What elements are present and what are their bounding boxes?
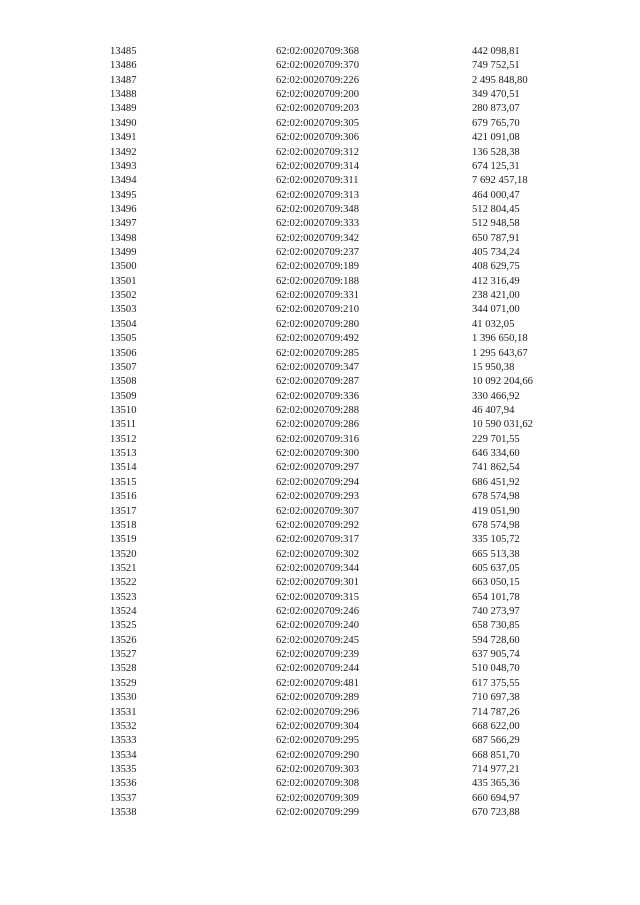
cadastral-number: 62:02:0020709:290: [276, 749, 359, 761]
table-row: [0, 303, 640, 317]
table-row: [0, 318, 640, 332]
row-number: 13508: [110, 376, 137, 388]
row-number: 13497: [110, 218, 137, 230]
table-row: [0, 174, 640, 188]
cadastral-number: 62:02:0020709:315: [276, 591, 359, 603]
cadastral-value: 670 723,88: [472, 807, 520, 819]
cadastral-value: 280 873,07: [472, 103, 520, 115]
cadastral-value: 15 950,38: [472, 361, 515, 373]
cadastral-number: 62:02:0020709:200: [276, 89, 359, 101]
row-number: 13498: [110, 232, 137, 244]
row-number: 13488: [110, 89, 137, 101]
table-row: [0, 203, 640, 217]
row-number: 13525: [110, 620, 137, 632]
cadastral-value: 678 574,98: [472, 519, 520, 531]
row-number: 13509: [110, 390, 137, 402]
cadastral-value: 1 396 650,18: [472, 333, 528, 345]
table-row: [0, 505, 640, 519]
cadastral-value: 408 629,75: [472, 261, 520, 273]
table-row: [0, 476, 640, 490]
cadastral-number: 62:02:0020709:306: [276, 132, 359, 144]
row-number: 13487: [110, 74, 137, 86]
cadastral-value: 238 421,00: [472, 290, 520, 302]
table-row: [0, 260, 640, 274]
row-number: 13500: [110, 261, 137, 273]
row-number: 13515: [110, 476, 137, 488]
table-row: [0, 548, 640, 562]
cadastral-value: 412 316,49: [472, 275, 520, 287]
row-number: 13518: [110, 519, 137, 531]
row-number: 13524: [110, 606, 137, 618]
table-row: [0, 605, 640, 619]
cadastral-number: 62:02:0020709:370: [276, 60, 359, 72]
table-row: [0, 160, 640, 174]
cadastral-value: 2 495 848,80: [472, 74, 528, 86]
table-row: [0, 289, 640, 303]
cadastral-value: 10 092 204,66: [472, 376, 533, 388]
cadastral-value: 512 804,45: [472, 203, 520, 215]
row-number: 13495: [110, 189, 137, 201]
cadastral-number: 62:02:0020709:189: [276, 261, 359, 273]
row-number: 13505: [110, 333, 137, 345]
row-number: 13512: [110, 433, 137, 445]
table-row: [0, 720, 640, 734]
row-number: 13528: [110, 663, 137, 675]
table-row: [0, 404, 640, 418]
cadastral-number: 62:02:0020709:245: [276, 634, 359, 646]
row-number: 13514: [110, 462, 137, 474]
cadastral-value: 679 765,70: [472, 117, 520, 129]
table-row: [0, 662, 640, 676]
cadastral-value: 442 098,81: [472, 46, 520, 57]
cadastral-value: 46 407,94: [472, 404, 515, 416]
table-row: [0, 749, 640, 763]
cadastral-number: 62:02:0020709:342: [276, 232, 359, 244]
row-number: 13499: [110, 247, 137, 259]
cadastral-value: 678 574,98: [472, 491, 520, 503]
cadastral-number: 62:02:0020709:246: [276, 606, 359, 618]
row-number: 13516: [110, 491, 137, 503]
row-number: 13531: [110, 706, 137, 718]
cadastral-number: 62:02:0020709:295: [276, 735, 359, 747]
row-number: 13501: [110, 275, 137, 287]
cadastral-number: 62:02:0020709:292: [276, 519, 359, 531]
cadastral-number: 62:02:0020709:237: [276, 247, 359, 259]
cadastral-number: 62:02:0020709:347: [276, 361, 359, 373]
table-row: [0, 591, 640, 605]
cadastral-value: 464 000,47: [472, 189, 520, 201]
table-row: [0, 763, 640, 777]
row-number: 13532: [110, 720, 137, 732]
cadastral-value: 605 637,05: [472, 562, 520, 574]
cadastral-number: 62:02:0020709:299: [276, 807, 359, 819]
table-row: [0, 490, 640, 504]
row-number: 13490: [110, 117, 137, 129]
cadastral-number: 62:02:0020709:303: [276, 763, 359, 775]
cadastral-number: 62:02:0020709:333: [276, 218, 359, 230]
table-row: [0, 332, 640, 346]
table-row: [0, 146, 640, 160]
cadastral-value: 668 851,70: [472, 749, 520, 761]
row-number: 13507: [110, 361, 137, 373]
table-row: [0, 677, 640, 691]
cadastral-value: 7 692 457,18: [472, 175, 528, 187]
cadastral-number: 62:02:0020709:288: [276, 404, 359, 416]
table-row: [0, 519, 640, 533]
cadastral-value: 654 101,78: [472, 591, 520, 603]
cadastral-value: 344 071,00: [472, 304, 520, 316]
table-row: [0, 792, 640, 806]
row-number: 13502: [110, 290, 137, 302]
cadastral-number: 62:02:0020709:304: [276, 720, 359, 732]
row-number: 13519: [110, 534, 137, 546]
cadastral-number: 62:02:0020709:188: [276, 275, 359, 287]
table-row: [0, 189, 640, 203]
cadastral-number: 62:02:0020709:289: [276, 692, 359, 704]
cadastral-number: 62:02:0020709:297: [276, 462, 359, 474]
cadastral-number: 62:02:0020709:368: [276, 46, 359, 57]
row-number: 13496: [110, 203, 137, 215]
table-row: [0, 217, 640, 231]
cadastral-number: 62:02:0020709:331: [276, 290, 359, 302]
cadastral-number: 62:02:0020709:286: [276, 419, 359, 431]
cadastral-value: 668 622,00: [472, 720, 520, 732]
table-row: [0, 634, 640, 648]
row-number: 13493: [110, 160, 137, 172]
row-number: 13517: [110, 505, 137, 517]
table-row: [0, 275, 640, 289]
cadastral-number: 62:02:0020709:240: [276, 620, 359, 632]
cadastral-value: 1 295 643,67: [472, 347, 528, 359]
row-number: 13536: [110, 778, 137, 790]
cadastral-number: 62:02:0020709:280: [276, 318, 359, 330]
cadastral-value: 435 365,36: [472, 778, 520, 790]
row-number: 13530: [110, 692, 137, 704]
table-row: [0, 131, 640, 145]
row-number: 13533: [110, 735, 137, 747]
table-row: [0, 576, 640, 590]
cadastral-number: 62:02:0020709:296: [276, 706, 359, 718]
cadastral-value: 229 701,55: [472, 433, 520, 445]
row-number: 13506: [110, 347, 137, 359]
table-row: [0, 232, 640, 246]
cadastral-number: 62:02:0020709:285: [276, 347, 359, 359]
cadastral-value-table: [0, 45, 640, 820]
row-number: 13494: [110, 175, 137, 187]
cadastral-value: 710 697,38: [472, 692, 520, 704]
row-number: 13538: [110, 807, 137, 819]
table-row: [0, 806, 640, 820]
table-row: [0, 88, 640, 102]
cadastral-value: 419 051,90: [472, 505, 520, 517]
row-number: 13526: [110, 634, 137, 646]
cadastral-number: 62:02:0020709:307: [276, 505, 359, 517]
table-row: [0, 102, 640, 116]
cadastral-value: 714 977,21: [472, 763, 520, 775]
cadastral-value: 512 948,58: [472, 218, 520, 230]
row-number: 13485: [110, 46, 137, 57]
cadastral-value: 660 694,97: [472, 792, 520, 804]
cadastral-number: 62:02:0020709:210: [276, 304, 359, 316]
row-number: 13491: [110, 132, 137, 144]
cadastral-value: 687 566,29: [472, 735, 520, 747]
table-row: [0, 246, 640, 260]
row-number: 13510: [110, 404, 137, 416]
table-row: [0, 59, 640, 73]
row-number: 13486: [110, 60, 137, 72]
cadastral-value: 617 375,55: [472, 677, 520, 689]
cadastral-value: 349 470,51: [472, 89, 520, 101]
cadastral-value: 674 125,31: [472, 160, 520, 172]
cadastral-value: 665 513,38: [472, 548, 520, 560]
cadastral-number: 62:02:0020709:294: [276, 476, 359, 488]
cadastral-value: 335 105,72: [472, 534, 520, 546]
cadastral-value: 749 752,51: [472, 60, 520, 72]
cadastral-value: 740 273,97: [472, 606, 520, 618]
table-row: [0, 734, 640, 748]
cadastral-value: 41 032,05: [472, 318, 515, 330]
cadastral-number: 62:02:0020709:317: [276, 534, 359, 546]
row-number: 13504: [110, 318, 137, 330]
table-row: [0, 533, 640, 547]
cadastral-number: 62:02:0020709:302: [276, 548, 359, 560]
table-row: [0, 619, 640, 633]
cadastral-number: 62:02:0020709:300: [276, 448, 359, 460]
cadastral-number: 62:02:0020709:348: [276, 203, 359, 215]
table-row: [0, 361, 640, 375]
table-row: [0, 447, 640, 461]
row-number: 13535: [110, 763, 137, 775]
row-number: 13527: [110, 649, 137, 661]
row-number: 13537: [110, 792, 137, 804]
cadastral-value: 10 590 031,62: [472, 419, 533, 431]
cadastral-value: 741 862,54: [472, 462, 520, 474]
cadastral-number: 62:02:0020709:301: [276, 577, 359, 589]
cadastral-number: 62:02:0020709:308: [276, 778, 359, 790]
cadastral-number: 62:02:0020709:293: [276, 491, 359, 503]
row-number: 13492: [110, 146, 137, 158]
cadastral-number: 62:02:0020709:287: [276, 376, 359, 388]
row-number: 13503: [110, 304, 137, 316]
cadastral-value: 663 050,15: [472, 577, 520, 589]
table-row: [0, 706, 640, 720]
cadastral-value: 136 528,38: [472, 146, 520, 158]
table-row: [0, 347, 640, 361]
cadastral-value: 650 787,91: [472, 232, 520, 244]
row-number: 13534: [110, 749, 137, 761]
cadastral-number: 62:02:0020709:481: [276, 677, 359, 689]
row-number: 13520: [110, 548, 137, 560]
cadastral-number: 62:02:0020709:336: [276, 390, 359, 402]
cadastral-number: 62:02:0020709:316: [276, 433, 359, 445]
cadastral-number: 62:02:0020709:309: [276, 792, 359, 804]
table-row: [0, 45, 640, 59]
cadastral-number: 62:02:0020709:312: [276, 146, 359, 158]
cadastral-number: 62:02:0020709:239: [276, 649, 359, 661]
table-row: [0, 562, 640, 576]
table-row: [0, 418, 640, 432]
cadastral-value: 510 048,70: [472, 663, 520, 675]
table-row: [0, 117, 640, 131]
cadastral-number: 62:02:0020709:203: [276, 103, 359, 115]
table-row: [0, 433, 640, 447]
row-number: 13513: [110, 448, 137, 460]
cadastral-value: 658 730,85: [472, 620, 520, 632]
cadastral-value: 421 091,08: [472, 132, 520, 144]
cadastral-value: 646 334,60: [472, 448, 520, 460]
table-row: [0, 375, 640, 389]
cadastral-number: 62:02:0020709:311: [276, 175, 359, 187]
table-row: [0, 691, 640, 705]
cadastral-number: 62:02:0020709:314: [276, 160, 359, 172]
cadastral-number: 62:02:0020709:226: [276, 74, 359, 86]
row-number: 13511: [110, 419, 137, 431]
cadastral-value: 686 451,92: [472, 476, 520, 488]
cadastral-value: 594 728,60: [472, 634, 520, 646]
table-row: [0, 461, 640, 475]
cadastral-value: 330 466,92: [472, 390, 520, 402]
cadastral-number: 62:02:0020709:244: [276, 663, 359, 675]
cadastral-number: 62:02:0020709:313: [276, 189, 359, 201]
table-row: [0, 74, 640, 88]
table-row: [0, 648, 640, 662]
table-row: [0, 390, 640, 404]
cadastral-number: 62:02:0020709:492: [276, 333, 359, 345]
table-row: [0, 777, 640, 791]
cadastral-value: 714 787,26: [472, 706, 520, 718]
row-number: 13522: [110, 577, 137, 589]
cadastral-value: 405 734,24: [472, 247, 520, 259]
cadastral-number: 62:02:0020709:344: [276, 562, 359, 574]
row-number: 13489: [110, 103, 137, 115]
row-number: 13521: [110, 562, 137, 574]
row-number: 13523: [110, 591, 137, 603]
cadastral-number: 62:02:0020709:305: [276, 117, 359, 129]
cadastral-value: 637 905,74: [472, 649, 520, 661]
row-number: 13529: [110, 677, 137, 689]
